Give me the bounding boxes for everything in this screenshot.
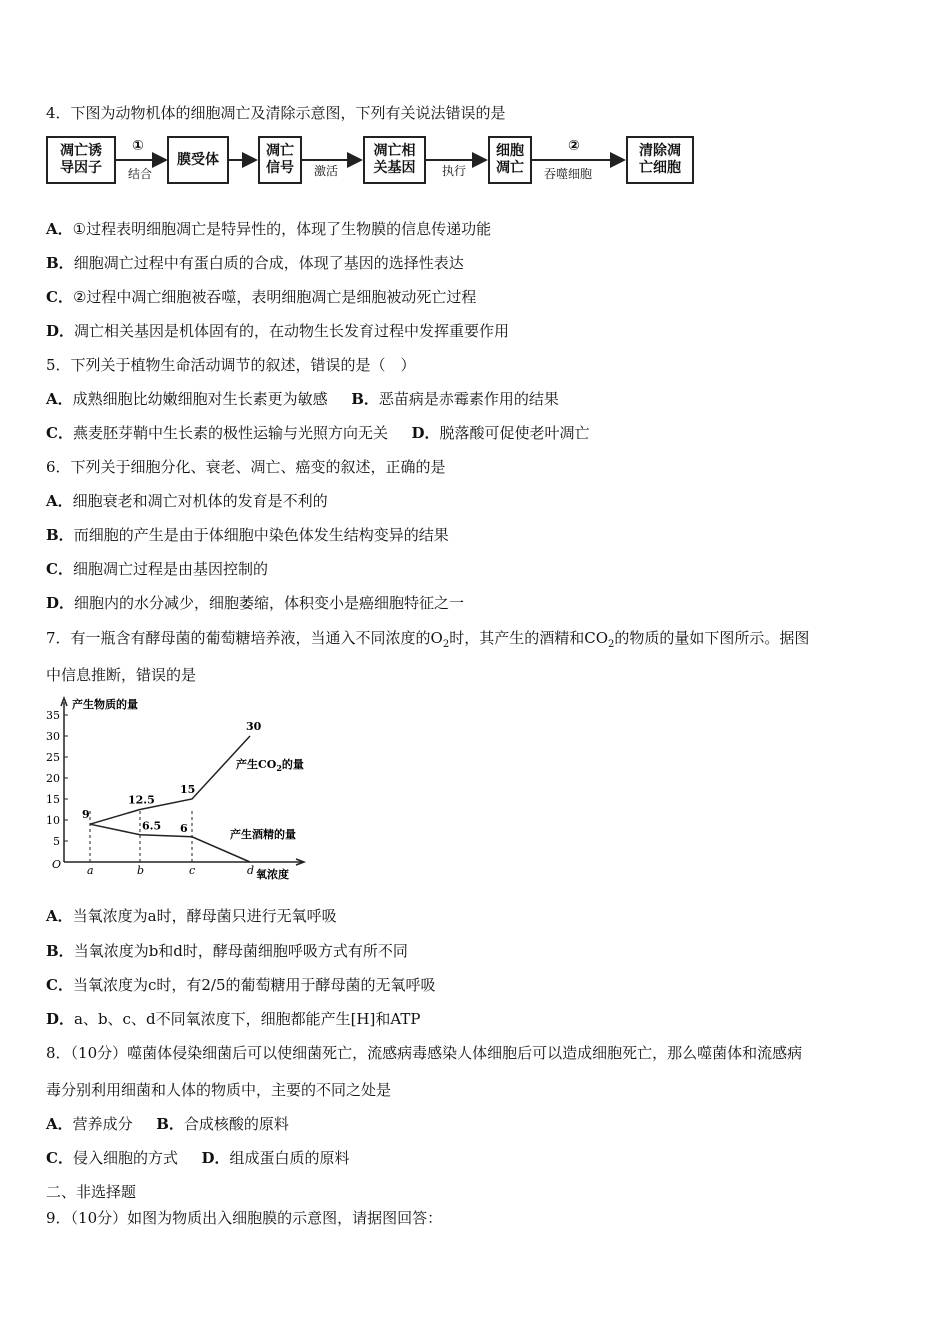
q8-options-row1: A．营养成分 B．合成核酸的原料 <box>46 1115 289 1133</box>
data-label-co2-d: 30 <box>246 720 262 733</box>
q6-option-b: B．而细胞的产生是由于体细胞中染色体发生结构变异的结果 <box>46 526 449 544</box>
q8-stem: 8．（10分）噬菌体侵染细菌后可以使细菌死亡，流感病毒感染人体细胞后可以造成细胞死亡，那么噬菌体和流感病 <box>46 1044 803 1062</box>
circled-2-label: ② <box>568 138 580 154</box>
arrow-label-phagocyte: 吞噬细胞 <box>544 167 593 181</box>
x-axis-label: 氧浓度 <box>256 868 289 881</box>
q6-option-a: A．细胞衰老和凋亡对机体的发育是不利的 <box>46 492 328 510</box>
q9-stem: 9．（10分）如图为物质出入细胞膜的示意图，请据图回答： <box>46 1209 443 1227</box>
flow-box-genes: 凋亡相 关基因 <box>363 136 426 184</box>
flow-box-receptor: 膜受体 <box>167 136 229 184</box>
flow-box-inducer: 凋亡诱 导因子 <box>46 136 116 184</box>
q6-option-c: C．细胞凋亡过程是由基因控制的 <box>46 560 268 578</box>
x-tick-label-a: a <box>87 864 94 877</box>
arrow-label-execute: 执行 <box>442 164 467 178</box>
q4-option-b: B．细胞凋亡过程中有蛋白质的合成，体现了基因的选择性表达 <box>46 254 464 272</box>
q7-stem: 7．有一瓶含有酵母菌的葡萄糖培养液，当通入不同浓度的$O_2$时，其产生的酒精和$CO_2$的物质的量如下图所示。据图 <box>46 629 810 650</box>
data-label-co2-b: 12.5 <box>128 793 155 807</box>
q7-option-b: B．当氧浓度为b和d时，酵母菌细胞呼吸方式有所不同 <box>46 942 408 960</box>
y-tick-label: 20 <box>46 772 60 785</box>
flow-box-clearance: 清除凋 亡细胞 <box>626 136 694 184</box>
q8-options-row2: C．侵入细胞的方式 D．组成蛋白质的原料 <box>46 1149 350 1167</box>
q8-stem-continued: 毒分别利用细菌和人体的物质中，主要的不同之处是 <box>46 1081 392 1099</box>
circled-1-label: ① <box>132 138 144 154</box>
q7-option-c: C．当氧浓度为c时，有2/5的葡萄糖用于酵母菌的无氧呼吸 <box>46 976 436 994</box>
q4-option-c: C．②过程中凋亡细胞被吞噬，表明细胞凋亡是细胞被动死亡过程 <box>46 288 477 306</box>
q4-flow-diagram <box>46 132 706 192</box>
q7-stem-continued: 中信息推断，错误的是 <box>46 666 197 684</box>
data-label-co2-c: 15 <box>180 783 196 796</box>
arrow-label-bind: 结合 <box>128 167 153 181</box>
q5-options-row2: C．燕麦胚芽鞘中生长素的极性运输与光照方向无关 D．脱落酸可促使老叶凋亡 <box>46 424 590 442</box>
series-line-1 <box>90 821 250 862</box>
x-tick-label-d: d <box>247 864 255 877</box>
series-label-co2: 产生$CO_2$的量 <box>236 758 304 773</box>
q5-stem: 5．下列关于植物生命活动调节的叙述，错误的是（ ） <box>46 356 416 374</box>
q7-option-a: A．当氧浓度为a时，酵母菌只进行无氧呼吸 <box>46 907 337 925</box>
y-tick-label: 5 <box>53 835 60 848</box>
y-tick-label: 10 <box>46 814 60 827</box>
q7-option-d: D．a、b、c、d不同氧浓度下，细胞都能产生[H]和ATP <box>46 1010 421 1028</box>
y-axis-label: 产生物质的量 <box>72 698 138 711</box>
data-label-co2-a: 9 <box>82 808 90 822</box>
q6-option-d: D．细胞内的水分减少，细胞萎缩，体积变小是癌细胞特征之一 <box>46 594 465 612</box>
data-label-alcohol-b: 6.5 <box>142 819 162 833</box>
q5-options-row1: A．成熟细胞比幼嫩细胞对生长素更为敏感 B．恶苗病是赤霉素作用的结果 <box>46 390 559 408</box>
section-heading: 二、非选择题 <box>46 1183 137 1201</box>
q4-option-d: D．凋亡相关基因是机体固有的，在动物生长发育过程中发挥重要作用 <box>46 322 510 340</box>
origin-label: O <box>52 858 62 871</box>
series-label-alcohol: 产生酒精的量 <box>230 828 296 841</box>
q4-stem: 4．下图为动物机体的细胞凋亡及清除示意图，下列有关说法错误的是 <box>46 104 506 122</box>
x-tick-label-b: b <box>137 864 145 877</box>
flow-box-apoptosis: 细胞 凋亡 <box>488 136 532 184</box>
q7-chart <box>44 694 334 894</box>
q7-chart-svg <box>44 694 334 894</box>
q4-option-a: A．①过程表明细胞凋亡是特异性的，体现了生物膜的信息传递功能 <box>46 220 492 238</box>
arrow-label-activate: 激活 <box>314 164 339 178</box>
q6-stem: 6．下列关于细胞分化、衰老、凋亡、癌变的叙述，正确的是 <box>46 458 446 476</box>
series-line-0 <box>90 736 250 824</box>
x-tick-label-c: c <box>189 864 196 877</box>
y-tick-label: 35 <box>46 709 60 722</box>
y-tick-label: 30 <box>46 730 60 743</box>
y-tick-label: 25 <box>46 751 60 764</box>
y-tick-label: 15 <box>46 793 60 806</box>
flow-box-signal: 凋亡 信号 <box>258 136 302 184</box>
data-label-alcohol-c: 6 <box>180 821 188 835</box>
